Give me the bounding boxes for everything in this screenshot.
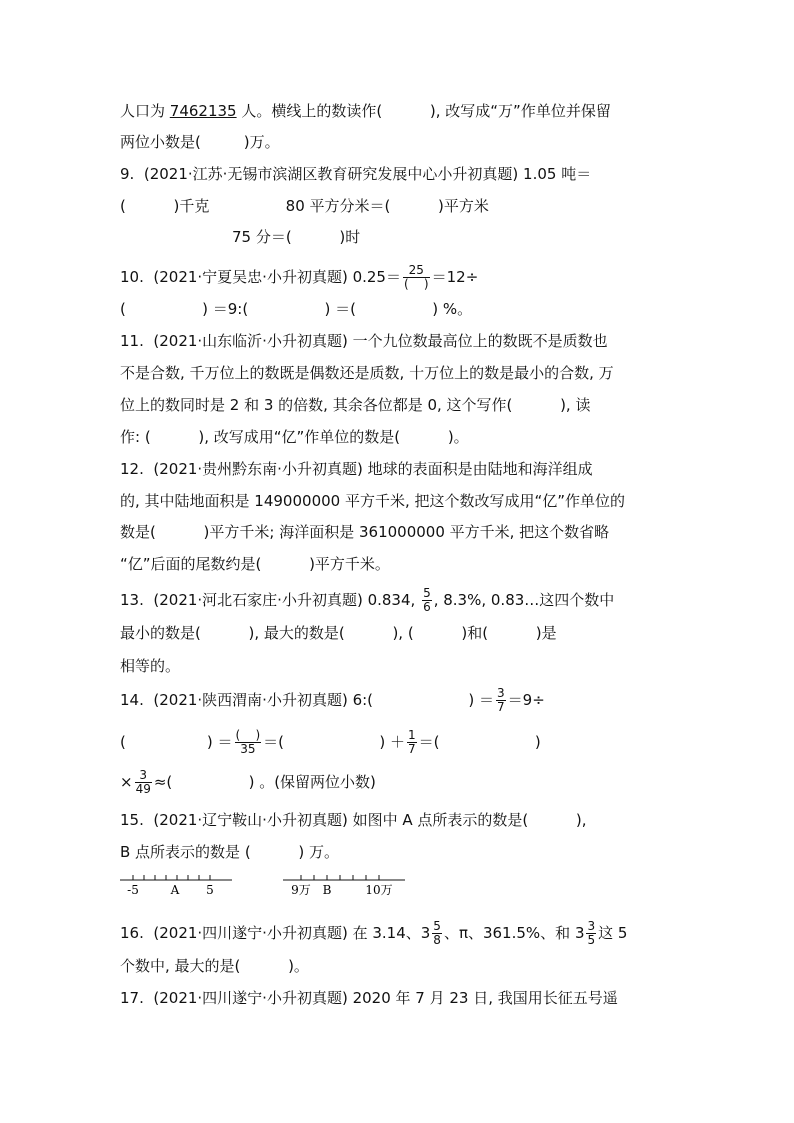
numerator: ( ) bbox=[235, 728, 261, 742]
text: 11. (2021·山东临沂·小升初真题) 一个九位数最高位上的数既不是质数也 bbox=[120, 332, 608, 350]
number-line-1 bbox=[120, 872, 235, 898]
question-14 bbox=[120, 684, 545, 716]
question-9 bbox=[120, 164, 591, 184]
numerator: 3 bbox=[587, 919, 596, 933]
numerator: 25 bbox=[403, 264, 430, 278]
question-11 bbox=[120, 331, 608, 351]
denominator: 6 bbox=[423, 600, 431, 614]
text: 17. (2021·四川遂宁·小升初真题) 2020 年 7 月 23 日, 我国用长征五号遥 bbox=[120, 989, 618, 1007]
text: 、π、361.5%、和 bbox=[443, 924, 575, 942]
text: 位上的数同时是 2 和 3 的倍数, 其余各位都是 0, 这个写作( ), 读 bbox=[120, 396, 591, 414]
fraction bbox=[135, 769, 152, 796]
denominator: 35 bbox=[240, 742, 256, 756]
tick-label: 9万 bbox=[291, 883, 311, 897]
question-11-line-4 bbox=[120, 427, 469, 447]
text: 14. (2021·陕西渭南·小升初真题) 6:( ) ＝ bbox=[120, 691, 495, 709]
text: ＝9÷ bbox=[507, 691, 545, 709]
point-label-b: B bbox=[322, 883, 332, 897]
fraction bbox=[586, 920, 596, 947]
question-14-line-2 bbox=[120, 726, 541, 758]
whole-part: 3 bbox=[574, 924, 585, 942]
text: ≈( ) 。(保留两位小数) bbox=[153, 773, 376, 791]
text: 数是( )平方千米; 海洋面积是 361000000 平方千米, 把这个数省略 bbox=[120, 523, 610, 541]
question-16-line-2 bbox=[120, 956, 309, 976]
text: 这 5 bbox=[598, 924, 628, 942]
text: ( )千克 80 平方分米＝( )平方米 bbox=[120, 197, 489, 215]
question-15 bbox=[120, 810, 587, 830]
question-16 bbox=[120, 918, 627, 948]
text: 10. (2021·宁夏吴忠·小升初真题) 0.25＝ bbox=[120, 268, 401, 286]
text: 13. (2021·河北石家庄·小升初真题) 0.834, bbox=[120, 591, 421, 609]
denominator: 8 bbox=[433, 933, 441, 947]
tick-label: 5 bbox=[206, 883, 214, 897]
text: 9. (2021·江苏·无锡市滨湖区教育研究发展中心小升初真题) 1.05 吨＝ bbox=[120, 165, 592, 183]
whole-part: 3 bbox=[420, 924, 431, 942]
numerator: 3 bbox=[135, 769, 152, 783]
mixed-number bbox=[574, 919, 598, 947]
numerator: 5 bbox=[433, 919, 441, 933]
text: 相等的。 bbox=[120, 657, 181, 675]
text: 12. (2021·贵州黔东南·小升初真题) 地球的表面积是由陆地和海洋组成 bbox=[120, 460, 593, 478]
text: 两位小数是( )万。 bbox=[120, 133, 280, 151]
denominator: 49 bbox=[135, 782, 151, 796]
fraction bbox=[407, 729, 417, 756]
text: , 8.3%, 0.83…这四个数中 bbox=[433, 591, 615, 609]
text: 人。横线上的数读作( ), 改写成“万”作单位并保留 bbox=[236, 102, 611, 120]
denominator: ( ) bbox=[403, 277, 429, 291]
tick-label: -5 bbox=[127, 883, 139, 897]
denominator: 5 bbox=[587, 933, 596, 947]
tick-label: 10万 bbox=[365, 883, 393, 897]
question-15-line-2 bbox=[120, 842, 339, 862]
question-12-line-3 bbox=[120, 522, 609, 542]
question-10 bbox=[120, 262, 478, 292]
text: ＝( ) bbox=[418, 733, 541, 751]
question-12-line-4 bbox=[120, 554, 390, 574]
text-line-2 bbox=[120, 132, 280, 152]
fraction bbox=[496, 687, 506, 714]
question-12-line-2 bbox=[120, 491, 625, 511]
text: B 点所表示的数是 ( ) 万。 bbox=[120, 843, 339, 861]
fraction bbox=[403, 264, 430, 291]
point-label-a: A bbox=[170, 883, 180, 897]
question-10-line-2 bbox=[120, 299, 472, 319]
question-13-line-2 bbox=[120, 623, 557, 643]
text: 15. (2021·辽宁鞍山·小升初真题) 如图中 A 点所表示的数是( ), bbox=[120, 811, 587, 829]
population-number: 7462135 bbox=[169, 102, 237, 120]
question-9-line-2 bbox=[120, 196, 489, 216]
text: 最小的数是( ), 最大的数是( ), ( )和( )是 bbox=[120, 624, 557, 642]
text: 75 分＝( )时 bbox=[232, 228, 361, 246]
fraction bbox=[432, 920, 442, 947]
text: 作: ( ), 改写成用“亿”作单位的数是( )。 bbox=[120, 428, 469, 446]
question-13-line-3 bbox=[120, 656, 180, 676]
numerator: 1 bbox=[408, 728, 416, 742]
fraction bbox=[235, 729, 262, 756]
question-11-line-3 bbox=[120, 395, 590, 415]
text: 的, 其中陆地面积是 149000000 平方千米, 把这个数改写成用“亿”作单位的 bbox=[120, 492, 626, 510]
denominator: 7 bbox=[408, 742, 416, 756]
question-11-line-2 bbox=[120, 363, 614, 383]
text-line-1 bbox=[120, 101, 611, 121]
fraction bbox=[422, 587, 432, 614]
text: ＝12÷ bbox=[431, 268, 479, 286]
text: ( ) ＝9:( ) ＝( ) %。 bbox=[120, 300, 473, 318]
question-14-line-3 bbox=[120, 766, 376, 798]
text: 个数中, 最大的是( )。 bbox=[120, 957, 309, 975]
question-17 bbox=[120, 988, 618, 1008]
numerator: 3 bbox=[497, 686, 505, 700]
question-9-line-3 bbox=[232, 227, 360, 247]
number-line-2 bbox=[283, 872, 408, 898]
text: 人口为 bbox=[120, 102, 170, 120]
text: × bbox=[120, 773, 133, 791]
text: 16. (2021·四川遂宁·小升初真题) 在 3.14、 bbox=[120, 924, 421, 942]
question-13 bbox=[120, 585, 614, 615]
numerator: 5 bbox=[423, 586, 431, 600]
text: 不是合数, 千万位上的数既是偶数还是质数, 十万位上的数是最小的合数, 万 bbox=[120, 364, 614, 382]
mixed-number bbox=[420, 919, 444, 947]
text: ( ) ＝ bbox=[120, 733, 233, 751]
question-12 bbox=[120, 459, 593, 479]
denominator: 7 bbox=[497, 700, 505, 714]
text: ＝( ) ＋ bbox=[263, 733, 405, 751]
text: “亿”后面的尾数约是( )平方千米。 bbox=[120, 555, 390, 573]
